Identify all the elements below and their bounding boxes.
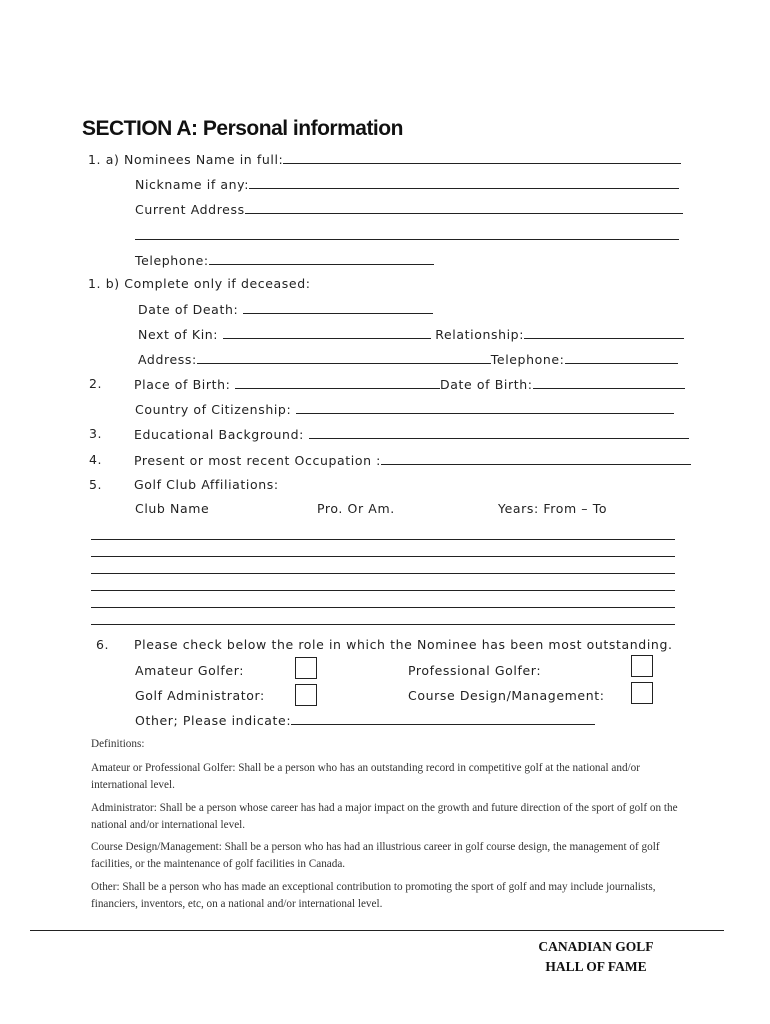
citizenship-label: Country of Citizenship: (135, 402, 292, 417)
organization-name-line1: CANADIAN GOLF (538, 939, 654, 954)
other-row (135, 712, 595, 728)
date-of-death-row (138, 301, 433, 317)
current-address-field-line2[interactable] (135, 239, 679, 240)
current-address-label: Current Address (135, 202, 245, 217)
telephone-row (135, 252, 434, 268)
date-of-death-field[interactable] (243, 301, 433, 314)
date-of-birth-label: Date of Birth: (440, 377, 533, 392)
date-of-birth-field[interactable] (533, 376, 685, 389)
col-years: Years: From – To (498, 501, 608, 516)
q5-number: 5. (89, 477, 103, 492)
citizenship-field[interactable] (296, 401, 674, 414)
occupation-field[interactable] (381, 452, 691, 465)
golf-administrator-checkbox[interactable] (295, 684, 317, 706)
definition-other: Other: Shall be a person who has made an exceptional contribution to promoting the sport of golf and may include journalists, financiers, inventors, etc, on a national and/or international level. (91, 881, 656, 910)
deceased-address-field[interactable] (197, 351, 491, 364)
definition-administrator: Administrator: Shall be a person whose career has had a major impact on the growth and future direction of the sport of golf on the national and/or international level. (91, 802, 678, 831)
col-club-name: Club Name (135, 501, 210, 516)
nominee-name-row (88, 151, 681, 167)
nominee-name-label: 1. a) Nominees Name in full: (88, 152, 284, 167)
club-entry-line[interactable] (91, 556, 675, 557)
birth-row (134, 376, 685, 392)
col-pro-am: Pro. Or Am. (317, 501, 395, 516)
professional-golfer-checkbox[interactable] (631, 655, 653, 677)
footer-divider (30, 930, 724, 931)
role-question: Please check below the role in which the Nominee has been most outstanding. (134, 637, 673, 652)
other-label: Other; Please indicate: (135, 713, 292, 728)
nickname-row (135, 176, 679, 192)
place-of-birth-label: Place of Birth: (134, 377, 231, 392)
course-design-checkbox[interactable] (631, 682, 653, 704)
deceased-telephone-label: Telephone: (490, 352, 565, 367)
other-field[interactable] (291, 712, 595, 725)
current-address-field[interactable] (245, 201, 683, 214)
organization-name-line2: HALL OF FAME (545, 959, 647, 974)
club-entry-line[interactable] (91, 573, 675, 574)
deceased-heading: 1. b) Complete only if deceased: (88, 276, 311, 291)
amateur-golfer-label: Amateur Golfer: (135, 663, 245, 678)
citizenship-row (135, 401, 674, 417)
club-entry-line[interactable] (91, 607, 675, 608)
nickname-field[interactable] (249, 176, 679, 189)
course-design-label: Course Design/Management: (408, 688, 605, 703)
club-entry-line[interactable] (91, 624, 675, 625)
definition-course-design: Course Design/Management: Shall be a person who has had an illustrious career in golf course design, the management of golf facilities, or the maintenance of golf facilities in Canada. (91, 841, 660, 870)
education-field[interactable] (309, 426, 689, 439)
q3-number: 3. (89, 426, 103, 441)
deceased-telephone-field[interactable] (565, 351, 678, 364)
next-of-kin-label: Next of Kin: (138, 327, 219, 342)
nickname-label: Nickname if any: (135, 177, 250, 192)
occupation-row (134, 452, 691, 468)
q6-number: 6. (96, 637, 110, 652)
education-label: Educational Background: (134, 427, 304, 442)
next-of-kin-row (138, 326, 684, 342)
definitions-heading: Definitions: (91, 738, 145, 750)
education-row (134, 426, 689, 442)
golf-administrator-label: Golf Administrator: (135, 688, 265, 703)
q2-number: 2. (89, 376, 103, 391)
organization-name (516, 937, 676, 977)
deceased-address-label: Address: (138, 352, 197, 367)
section-title: SECTION A: Personal information (82, 117, 403, 140)
club-entry-line[interactable] (91, 539, 675, 540)
next-of-kin-field[interactable] (223, 326, 431, 339)
current-address-row (135, 201, 683, 217)
deceased-address-row (138, 351, 678, 367)
telephone-label: Telephone: (135, 253, 209, 268)
club-entry-line[interactable] (91, 590, 675, 591)
occupation-label: Present or most recent Occupation : (134, 453, 381, 468)
telephone-field[interactable] (209, 252, 434, 265)
nominee-name-field[interactable] (283, 151, 681, 164)
place-of-birth-field[interactable] (235, 376, 440, 389)
definition-golfer: Amateur or Professional Golfer: Shall be a person who has an outstanding record in competitive golf at the national and/or international level. (91, 762, 640, 791)
professional-golfer-label: Professional Golfer: (408, 663, 542, 678)
relationship-label: Relationship: (435, 327, 525, 342)
date-of-death-label: Date of Death: (138, 302, 239, 317)
q4-number: 4. (89, 452, 103, 467)
relationship-field[interactable] (524, 326, 684, 339)
amateur-golfer-checkbox[interactable] (295, 657, 317, 679)
golf-clubs-label: Golf Club Affiliations: (134, 477, 279, 492)
